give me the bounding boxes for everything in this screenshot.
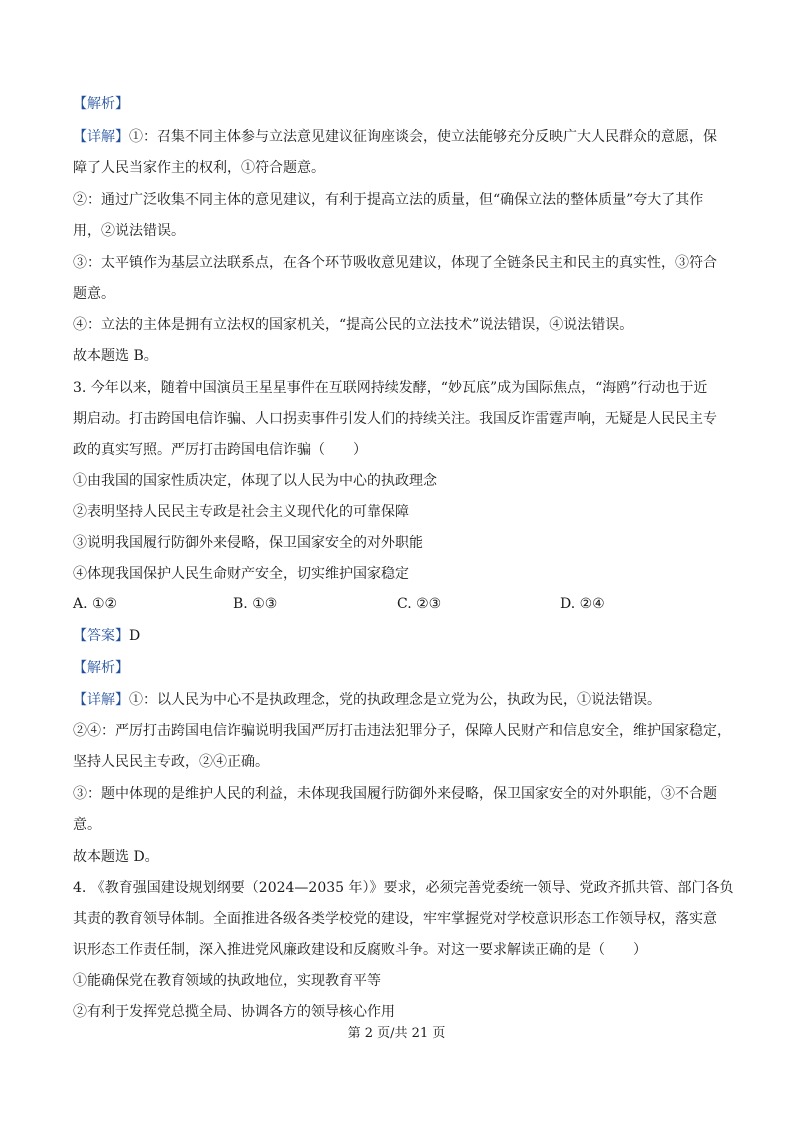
- detail-tag: 【详解】: [73, 129, 129, 145]
- answer-tag: 【答案】: [73, 628, 129, 644]
- statement-item: ④体现我国保护人民生命财产安全，切实维护国家稳定: [73, 566, 409, 582]
- conclusion: 故本题选 D。: [73, 849, 159, 865]
- detail-line: ④：立法的主体是拥有立法权的国家机关，“提高公民的立法技术”说法错误，④说法错误。: [73, 317, 634, 333]
- statement-item: ③说明我国履行防御外来侵略，保卫国家安全的对外职能: [73, 535, 423, 551]
- answer-value: D: [129, 628, 141, 644]
- analysis-tag: 【解析】: [73, 660, 129, 676]
- statement-item: ②表明坚持人民民主专政是社会主义现代化的可靠保障: [73, 504, 409, 520]
- option-a: A. ①②: [73, 596, 118, 612]
- detail-line: [73, 690, 723, 710]
- detail-line: 意。: [73, 817, 101, 833]
- detail-line: ②：通过广泛收集不同主体的意见建议，有利于提高立法的质量，但“确保立法的整体质量”夸大了其作: [73, 192, 704, 208]
- question-3-stem: 3. 今年以来，随着中国演员王星星事件在互联网持续发酵，“妙瓦底”成为国际焦点，“海鸥”行动也于近: [73, 380, 708, 396]
- detail-tag: 【详解】: [73, 692, 129, 708]
- analysis-tag: 【解析】: [73, 96, 129, 112]
- detail-line: ③：太平镇作为基层立法联系点，在各个环节吸收意见建议，体现了全链条民主和民主的真实性，③符合: [73, 255, 717, 271]
- detail-line: 坚持人民民主专政，②④正确。: [73, 754, 269, 770]
- question-4-stem: 识形态工作责任制，深入推进党风廉政建设和反腐败斗争。对这一要求解读正确的是（ ）: [73, 942, 647, 958]
- question-4-stem: 其责的教育领导体制。全面推进各级各类学校党的建设，牢牢掌握党对学校意识形态工作领导权，落实意: [73, 911, 717, 927]
- detail-line: 障了人民当家作主的权利，①符合题意。: [73, 160, 325, 176]
- question-3-stem: 期启动。打击跨国电信诈骗、人口拐卖事件引发人们的持续关注。我国反诈雷霆声响，无疑是人民民主专: [73, 411, 717, 427]
- statement-item: ①由我国的国家性质决定，体现了以人民为中心的执政理念: [73, 473, 437, 489]
- detail-line: [73, 127, 723, 147]
- statement-item: ②有利于发挥党总揽全局、协调各方的领导核心作用: [73, 1004, 395, 1020]
- detail-line: ③：题中体现的是维护人民的利益，未体现我国履行防御外来侵略，保卫国家安全的对外职能，③不合题: [73, 786, 717, 802]
- detail-line: ②④：严厉打击跨国电信诈骗说明我国严厉打击违法犯罪分子，保障人民财产和信息安全，维护国家稳定，: [73, 723, 731, 739]
- answer-options: [73, 594, 723, 614]
- option-d: D. ②④: [560, 596, 605, 612]
- option-b: B. ①③: [233, 596, 278, 612]
- page-footer: 第 2 页/共 21 页: [347, 1026, 446, 1041]
- question-4-stem: 4. 《教育强国建设规划纲要（2024—2035 年）》要求，必须完善党委统一领导、党政齐抓共管、部门各负: [73, 880, 734, 896]
- detail-text: ①：以人民为中心不是执政理念，党的执政理念是立党为公，执政为民，①说法错误。: [129, 692, 661, 708]
- detail-line: 用，②说法错误。: [73, 223, 185, 239]
- detail-line: 题意。: [73, 286, 115, 302]
- option-c: C. ②③: [397, 596, 442, 612]
- conclusion: 故本题选 B。: [73, 348, 158, 364]
- answer-line: [73, 626, 723, 646]
- question-3-stem: 政的真实写照。严厉打击跨国电信诈骗（ ）: [73, 442, 367, 458]
- statement-item: ①能确保党在教育领域的执政地位，实现教育平等: [73, 973, 381, 989]
- detail-text: ①：召集不同主体参与立法意见建议征询座谈会，使立法能够充分反映广大人民群众的意愿，保: [129, 129, 717, 145]
